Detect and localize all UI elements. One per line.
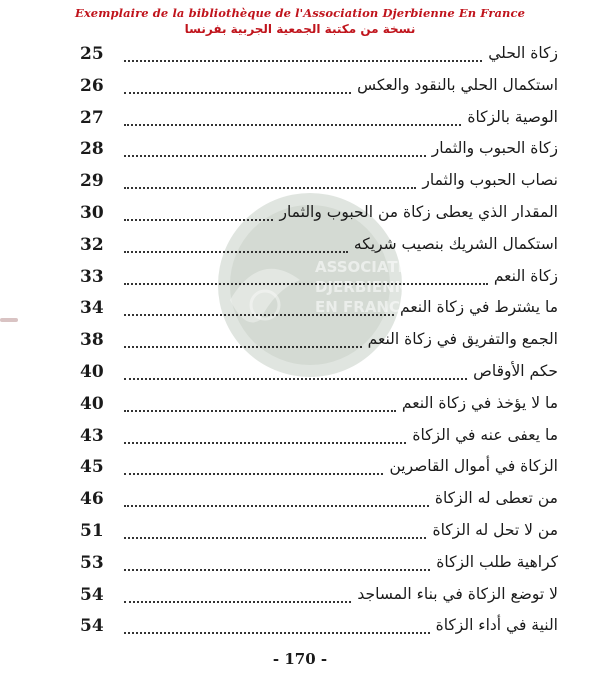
toc-entry: [80, 169, 558, 201]
toc-leader-dots: [124, 471, 383, 475]
toc-page-number: 32: [80, 234, 104, 255]
toc-entry: [80, 583, 558, 615]
watermark-line-1: ASSOCIATION: [315, 258, 429, 276]
toc-leader-dots: [124, 281, 488, 285]
toc-title: المقدار الذي يعطى زكاة من الحبوب والثمار: [279, 202, 558, 221]
toc-entry: [80, 551, 558, 583]
toc-leader-dots: [124, 58, 482, 62]
toc-entry: [80, 519, 558, 551]
toc-page-number: 27: [80, 107, 104, 128]
library-stamp: [0, 0, 600, 44]
toc-page-number: 54: [80, 584, 104, 605]
toc-page-number: 34: [80, 298, 104, 319]
toc-leader-dots: [124, 503, 429, 507]
toc-title: استكمال الحلي بالنقود والعكس: [357, 75, 558, 94]
toc-leader-dots: [124, 567, 430, 571]
toc-title: من لا تحل له الزكاة: [432, 520, 558, 539]
toc-leader-dots: [124, 408, 396, 412]
toc-title: كراهية طلب الزكاة: [436, 552, 558, 571]
toc-page-number: 46: [80, 489, 104, 510]
watermark-line-2: DJERBIENNE: [315, 278, 418, 296]
library-stamp-arabic: نسخة من مكتبة الجمعية الجربية بفرنسا: [184, 22, 416, 36]
toc-title: استكمال الشريك بنصيب شريكه: [353, 234, 558, 253]
toc-entry: [80, 265, 558, 297]
toc-entry: [80, 455, 558, 487]
toc-entry: [80, 487, 558, 519]
toc-title: نصاب الحبوب والثمار: [422, 171, 558, 190]
toc-leader-dots: [124, 535, 426, 539]
toc-leader-dots: [124, 217, 273, 221]
toc-page-number: 26: [80, 75, 104, 96]
toc-entry: [80, 42, 558, 74]
toc-page-number: 54: [80, 616, 104, 637]
toc-leader-dots: [124, 599, 351, 603]
toc-page-number: 33: [80, 266, 104, 287]
toc-leader-dots: [124, 376, 467, 380]
toc-title: الوصية بالزكاة: [467, 107, 558, 126]
toc-entry: [80, 296, 558, 328]
toc-title: النية في أداء الزكاة: [435, 616, 558, 635]
toc-leader-dots: [124, 344, 362, 348]
toc-leader-dots: [124, 312, 394, 316]
toc-entry: [80, 392, 558, 424]
toc-title: من تعطى له الزكاة: [434, 489, 558, 508]
toc-page-number: 45: [80, 457, 104, 478]
toc-title: زكاة الحلي: [488, 44, 558, 62]
toc-title: ما يشترط في زكاة النعم: [400, 298, 558, 317]
toc-title: زكاة الحبوب والثمار: [431, 139, 558, 158]
toc-entry: [80, 233, 558, 265]
toc-title: الزكاة في أموال القاصرين: [389, 457, 558, 476]
toc-entry: [80, 106, 558, 138]
toc-leader-dots: [124, 153, 426, 157]
toc-page-number: 40: [80, 361, 104, 382]
toc-title: لا توضع الزكاة في بناء المساجد: [357, 584, 558, 603]
toc-entry: [80, 424, 558, 456]
toc-entry: [80, 74, 558, 106]
toc-leader-dots: [124, 440, 406, 444]
toc-entry: [80, 201, 558, 233]
toc-page-number: 51: [80, 520, 104, 541]
toc-title: ما يعفى عنه في الزكاة: [412, 425, 558, 444]
toc-title: الجمع والتفريق في زكاة النعم: [367, 330, 558, 349]
library-stamp-french: Exemplaire de la bibliothèque de l'Association Djerbienne En France: [74, 6, 526, 20]
toc-entry: [80, 328, 558, 360]
toc-page-number: 29: [80, 171, 104, 192]
toc-leader-dots: [124, 249, 348, 253]
toc-title: ما لا يؤخذ في زكاة النعم: [401, 393, 558, 412]
toc-leader-dots: [124, 90, 351, 94]
toc-leader-dots: [124, 185, 416, 189]
toc-entry: [80, 614, 558, 646]
toc-leader-dots: [124, 630, 430, 634]
toc-page-number: 30: [80, 202, 104, 223]
toc-entry: [80, 360, 558, 392]
toc-title: زكاة النعم: [493, 266, 558, 285]
watermark-line-3: EN FRANCE: [315, 298, 411, 316]
table-of-contents: [80, 42, 558, 646]
toc-page-number: 25: [80, 44, 104, 64]
toc-page-number: 43: [80, 425, 104, 446]
toc-page-number: 53: [80, 552, 104, 573]
toc-page-number: 38: [80, 330, 104, 351]
toc-entry: [80, 137, 558, 169]
toc-page-number: 28: [80, 139, 104, 160]
toc-leader-dots: [124, 122, 461, 126]
margin-mark: [0, 318, 18, 322]
toc-title: حكم الأوقاص: [473, 361, 558, 380]
toc-page-number: 40: [80, 393, 104, 414]
page-number-footer: - 170 -: [272, 650, 328, 668]
